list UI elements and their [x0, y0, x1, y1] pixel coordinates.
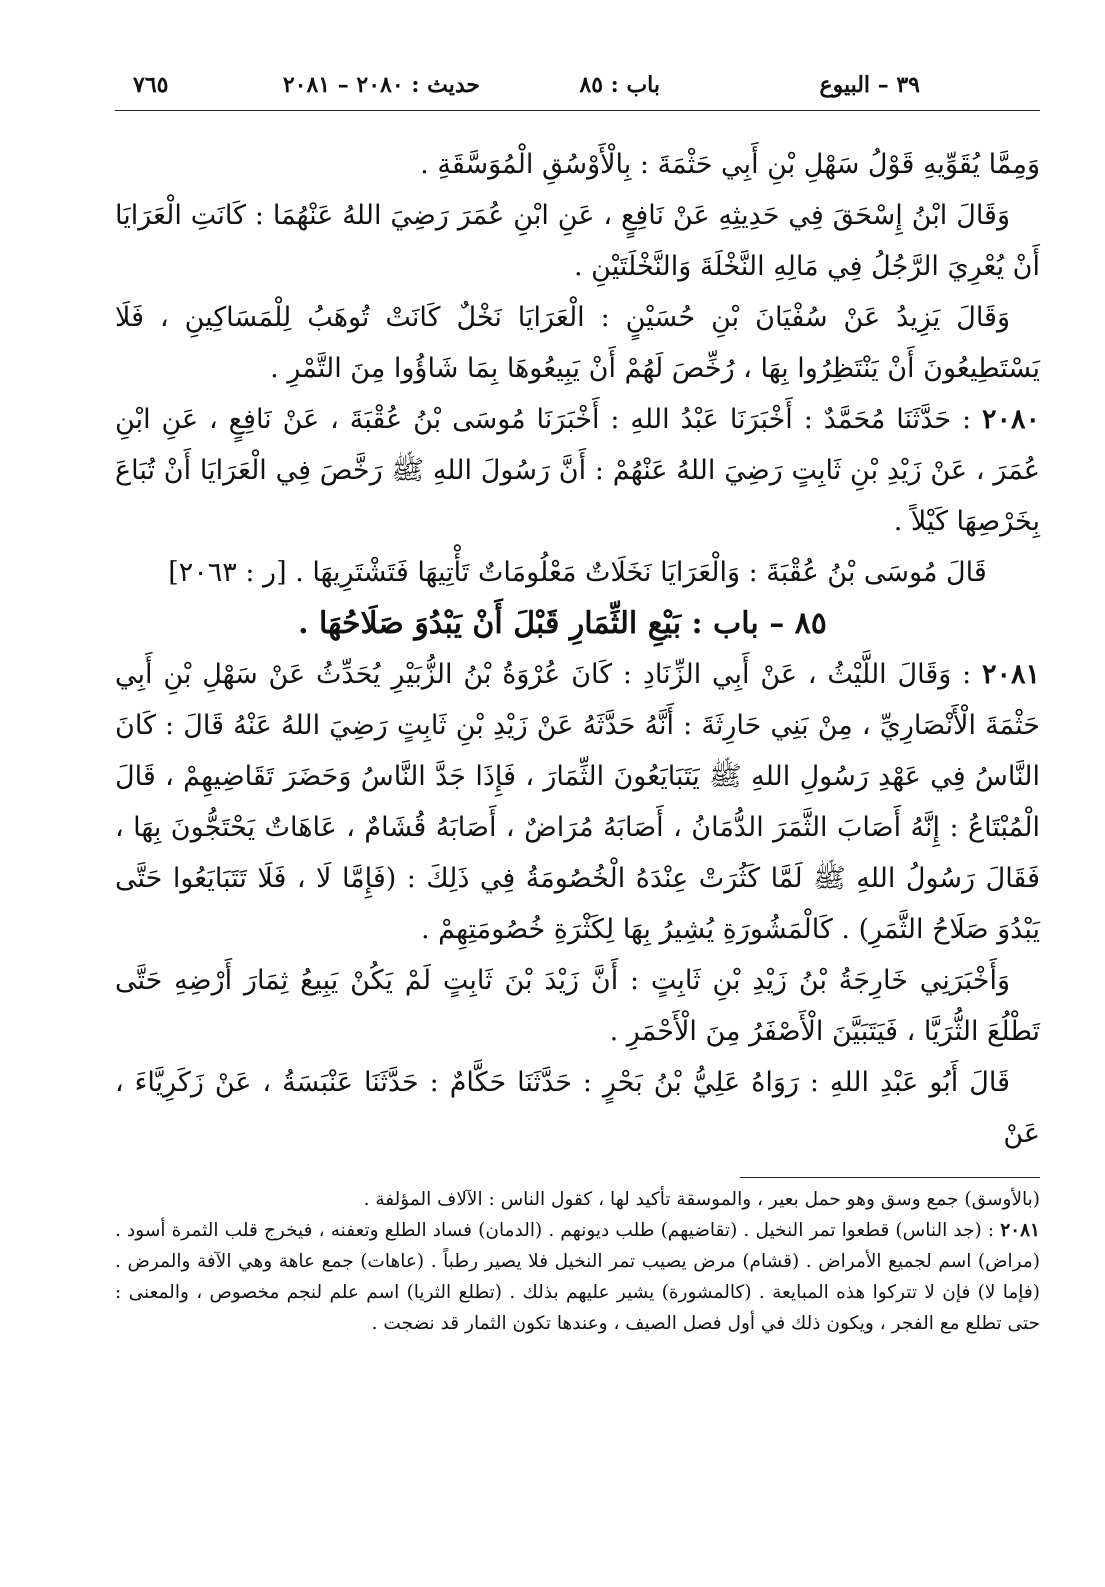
- hadith-number: ٢٠٨٠: [981, 404, 1040, 435]
- header-rule: [115, 110, 1040, 111]
- footnote-2081: [115, 1215, 1040, 1339]
- running-header: [115, 60, 1040, 110]
- paragraph-ibn-ishaq: وَقَالَ ابْنُ إِسْحَقَ فِي حَدِيثِهِ عَنْ نَافِعٍ ، عَنِ ابْنِ عُمَرَ رَضِيَ اللهُ عَنْهُمَا : كَانَتِ الْعَرَايَا أَنْ يُعْرِيَ الرَّجُلُ فِي مَالِهِ النَّخْلَةَ وَالنَّخْلَتَيْنِ .: [115, 200, 1040, 282]
- header-chapter-number: باب : ٨٥: [579, 72, 660, 98]
- musa-text: قَالَ مُوسَى بْنُ عُقْبَةَ : وَالْعَرَايَا نَخَلَاتٌ مَعْلُومَاتٌ تَأْتِيهَا فَتَشْتَرِيهَا .: [295, 557, 987, 588]
- footnotes: [115, 1184, 1040, 1339]
- hadith-2081: [115, 649, 1040, 955]
- paragraph-kharija: وَأَخْبَرَنِي خَارِجَةُ بْنُ زَيْدِ بْنِ ثَابِتٍ : أَنَّ زَيْدَ بْنَ ثَابِتٍ لَمْ يَكُنْ يَبِيعُ ثِمَارَ أَرْضِهِ حَتَّى تَطْلُعَ الثُّرَيَّا ، فَيَتَبَيَّنَ الْأَصْفَرُ مِنَ الْأَحْمَرِ .: [115, 965, 1040, 1047]
- paragraph-sahl: وَمِمَّا يُقَوِّيهِ قَوْلُ سَهْلِ بْنِ أَبِي حَثْمَةَ : بِالْأَوْسُقِ الْمُوَسَّقَةِ .: [420, 149, 1040, 180]
- paragraph-musa: [115, 547, 1040, 598]
- footnote-text: : (جد الناس) قطعوا تمر النخيل . (تقاضيهم) طلب ديونهم . (الدمان) فساد الطلع وتعفنه ، فيخرج قلب الثمرة أسود . (مراض) اسم لجميع الأمراض . (قشام) مرض يصيب تمر النخيل فلا يصير رطباً . (عاهات) جمع عاهة وهي الآفة والمرض . (فإما لا) فإن لا تتركوا هذه المبايعة . (كالمشورة) يشير عليهم بذلك . (تطلع الثريا) اسم علم لنجم مخصوص ، والمعنى : حتى تطلع مع الفجر ، ويكون ذلك في أول فصل الصيف ، وعندها تكون الثمار قد نضجت .: [115, 1220, 1040, 1334]
- hadith-2080: [115, 394, 1040, 547]
- paragraph-abu-abdillah: قَالَ أَبُو عَبْدِ اللهِ : رَوَاهُ عَلِيُّ بْنُ بَحْرٍ : حَدَّثَنَا حَكَّامٌ : حَدَّثَنَا عَنْبَسَةُ ، عَنْ زَكَرِيَّاءَ ، عَنْ: [115, 1067, 1040, 1149]
- header-page-number: ٧٦٥: [133, 72, 169, 98]
- header-book-title: ٣٩ – البيوع: [819, 72, 920, 98]
- footnote-number: ٢٠٨١: [1000, 1220, 1040, 1241]
- footnote-awsuq: (بالأوسق) جمع وسق وهو حمل بعير ، والموسقة تأكيد لها ، كقول الناس : الآلاف المؤلفة .: [363, 1189, 1040, 1210]
- hadith-text: : وَقَالَ اللَّيْثُ ، عَنْ أَبِي الزِّنَادِ : كَانَ عُرْوَةُ بْنُ الزُّبَيْرِ يُحَدِّثُ عَنْ سَهْلِ بْنِ أَبِي حَثْمَةَ الْأَنْصَارِيِّ ، مِنْ بَنِي حَارِثَةَ : أَنَّهُ حَدَّثَهُ عَنْ زَيْدِ بْنِ ثَابِتٍ رَضِيَ اللهُ عَنْهُ قَالَ : كَانَ النَّاسُ فِي عَهْدِ رَسُولِ اللهِ ﷺ يَتَبَايَعُونَ الثِّمَارَ ، فَإِذَا جَدَّ النَّاسُ وَحَضَرَ تَقَاضِيهِمْ ، قَالَ الْمُبْتَاعُ : إِنَّهُ أَصَابَ الثَّمَرَ الدُّمَانُ ، أَصَابَهُ مُرَاضٌ ، أَصَابَهُ قُشَامٌ ، عَاهَاتٌ يَحْتَجُّونَ بِهَا ، فَقَالَ رَسُولُ اللهِ ﷺ لَمَّا كَثُرَتْ عِنْدَهُ الْخُصُومَةُ فِي ذَلِكَ : (فَإِمَّا لَا ، فَلَا تَتَبَايَعُوا حَتَّى يَبْدُوَ صَلَاحُ الثَّمَرِ) . كَالْمَشُورَةِ يُشِيرُ بِهَا لِكَثْرَةِ خُصُومَتِهِمْ .: [115, 659, 1040, 945]
- header-hadith-range: حديث : ٢٠٨٠ – ٢٠٨١: [282, 72, 480, 98]
- main-text: [115, 139, 1040, 1159]
- chapter-title: ٨٥ – باب : بَيْعِ الثِّمَارِ قَبْلَ أَنْ يَبْدُوَ صَلَاحُهَا .: [298, 606, 827, 641]
- hadith-text: : حَدَّثَنَا مُحَمَّدٌ : أَخْبَرَنَا عَبْدُ اللهِ : أَخْبَرَنَا مُوسَى بْنُ عُقْبَةَ ، عَنْ نَافِعٍ ، عَنِ ابْنِ عُمَرَ ، عَنْ زَيْدِ بْنِ ثَابِتٍ رَضِيَ اللهُ عَنْهُمْ : أَنَّ رَسُولَ اللهِ ﷺ رَخَّصَ فِي الْعَرَايَا أَنْ تُبَاعَ بِخَرْصِهَا كَيْلاً .: [115, 404, 1040, 537]
- cross-reference: [ر : ٢٠٦٣]: [168, 557, 287, 588]
- footnote-rule: [740, 1177, 1040, 1178]
- paragraph-yazid: وَقَالَ يَزِيدُ عَنْ سُفْيَانَ بْنِ حُسَيْنٍ : الْعَرَايَا نَخْلٌ كَانَتْ تُوهَبُ لِلْمَسَاكِينِ ، فَلَا يَسْتَطِيعُونَ أَنْ يَنْتَظِرُوا بِهَا ، رُخِّصَ لَهُمْ أَنْ يَبِيعُوهَا بِمَا شَاؤُوا مِنَ التَّمْرِ .: [115, 302, 1040, 384]
- hadith-number: ٢٠٨١: [981, 659, 1040, 690]
- book-page: [115, 60, 1040, 1339]
